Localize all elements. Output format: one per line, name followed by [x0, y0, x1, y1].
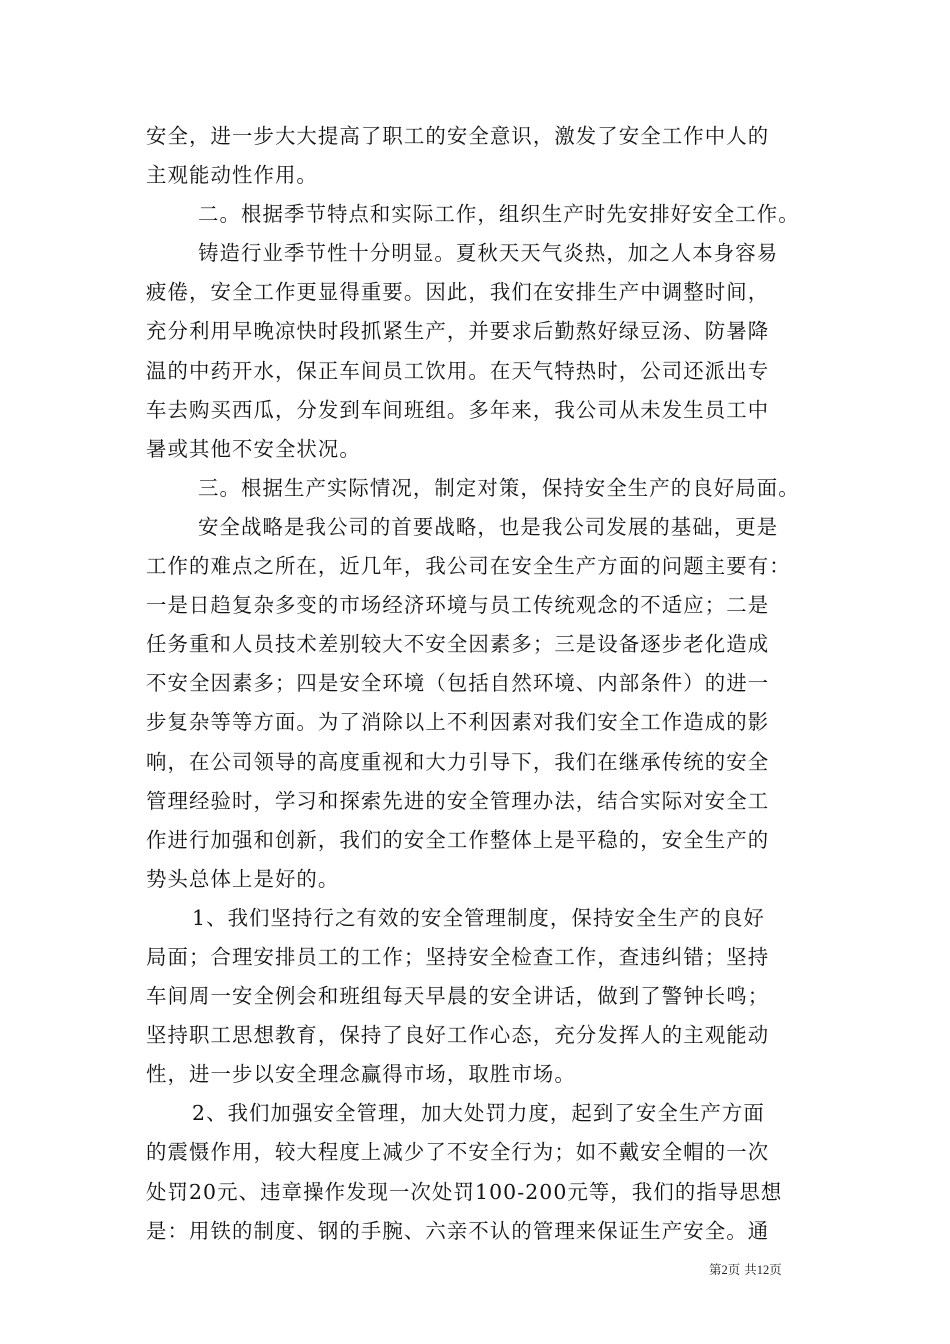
text-line: 铸造行业季节性十分明显。夏秋天天气炎热，加之人本身容易 [198, 241, 779, 266]
text-line: 车间周一安全例会和班组每天早晨的安全讲话，做到了警钟长鸣； [146, 984, 770, 1009]
list-item-1: 1、我们坚持行之有效的安全管理制度，保持安全生产的良好 [192, 905, 765, 930]
text-line: 局面；合理安排员工的工作；坚持安全检查工作，查违纠错；坚持 [146, 944, 770, 969]
text-line: 管理经验时，学习和探索先进的安全管理办法，结合实际对安全工 [146, 788, 770, 813]
section-heading-2: 二。根据季节特点和实际工作，组织生产时先安排好安全工作。 [198, 202, 800, 227]
text-line: 主观能动性作用。 [146, 163, 318, 188]
total-pages: 12 [756, 1263, 770, 1277]
text-line: 性，进一步以安全理念赢得市场，取胜市场。 [146, 1062, 576, 1087]
text-line: 温的中药开水，保正车间员工饮用。在天气特热时，公司还派出专 [146, 358, 770, 383]
text-line: 车去购买西瓜，分发到车间班组。多年来，我公司从未发生员工中 [146, 397, 770, 422]
page-number-prefix: 第 [709, 1262, 722, 1277]
text-line: 是：用铁的制度、钢的手腕、六亲不认的管理来保证生产安全。通 [146, 1218, 770, 1243]
text-line: 安全战略是我公司的首要战略，也是我公司发展的基础，更是 [198, 514, 779, 539]
current-page: 2 [721, 1263, 728, 1277]
text-line: 势头总体上是好的。 [146, 866, 340, 891]
text-line: 不安全因素多；四是安全环境（包括自然环境、内部条件）的进一 [146, 671, 770, 696]
page-number-middle: 页 共 [727, 1262, 757, 1277]
list-item-2: 2、我们加强安全管理，加大处罚力度，起到了安全生产方面 [192, 1101, 765, 1126]
text-line: 作进行加强和创新，我们的安全工作整体上是平稳的，安全生产的 [146, 827, 770, 852]
page-number-suffix: 页 [769, 1262, 782, 1277]
page-number [709, 1260, 782, 1278]
text-line: 的震慑作用，较大程度上减少了不安全行为；如不戴安全帽的一次 [146, 1140, 770, 1165]
text-line: 一是日趋复杂多变的市场经济环境与员工传统观念的不适应；二是 [146, 593, 770, 618]
text-line: 坚持职工思想教育，保持了良好工作心态，充分发挥人的主观能动 [146, 1023, 770, 1048]
text-line: 工作的难点之所在，近几年，我公司在安全生产方面的问题主要有： [146, 554, 791, 579]
text-line: 安全，进一步大大提高了职工的安全意识，激发了安全工作中人的 [146, 124, 770, 148]
text-line: 响，在公司领导的高度重视和大力引导下，我们在继承传统的安全 [146, 749, 770, 774]
text-line: 疲倦，安全工作更显得重要。因此，我们在安排生产中调整时间， [146, 280, 770, 305]
text-line: 暑或其他不安全状况。 [146, 436, 361, 461]
section-heading-3: 三。根据生产实际情况，制定对策，保持安全生产的良好局面。 [198, 475, 800, 500]
text-line: 任务重和人员技术差别较大不安全因素多；三是设备逐步老化造成 [146, 632, 770, 657]
document-body [146, 117, 811, 1251]
text-line: 处罚20元、违章操作发现一次处罚100-200元等，我们的指导思想 [146, 1179, 783, 1204]
text-line: 步复杂等等方面。为了消除以上不利因素对我们安全工作造成的影 [146, 710, 770, 735]
text-line: 充分利用早晚凉快时段抓紧生产，并要求后勤熬好绿豆汤、防暑降 [146, 319, 770, 344]
